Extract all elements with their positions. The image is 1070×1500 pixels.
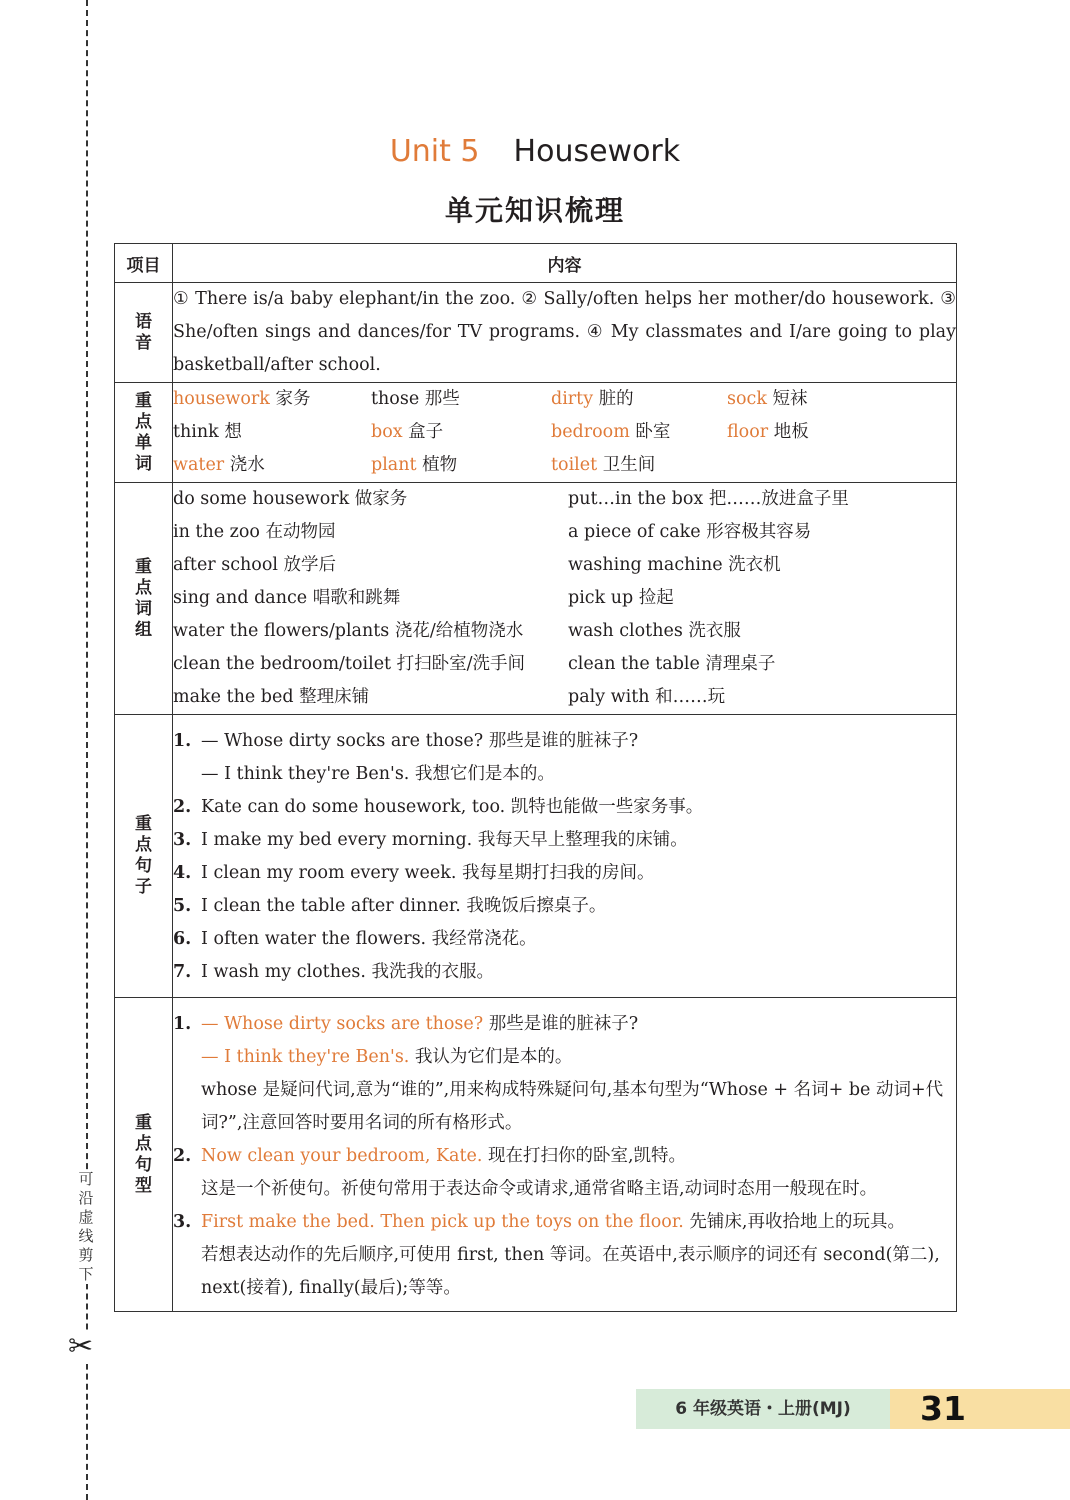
patterns-label: 重 点 句 型 — [135, 1112, 152, 1196]
phrase-item: wash clothes 洗衣服 — [568, 621, 741, 641]
pattern-item — [173, 1206, 956, 1305]
pattern-note: 若想表达动作的先后顺序,可使用 first, then 等词。在英语中,表示顺序的词还有 second(第二), next(接着), finally(最后);等等。 — [201, 1245, 940, 1298]
phrase-item: clean the bedroom/toilet 打扫卧室/洗手间 — [173, 654, 526, 674]
page-footer — [636, 1389, 1070, 1429]
sentence-item — [173, 923, 956, 956]
book-title: 6 年级英语・上册(MJ) — [675, 1399, 851, 1419]
word-en: plant — [371, 455, 417, 475]
sentence-text: I clean the table after dinner. 我晚饭后擦桌子。 — [201, 896, 607, 916]
sentence-item — [173, 824, 956, 857]
phrase-item: clean the table 清理桌子 — [568, 654, 776, 674]
word-item: floor 地板 — [727, 422, 809, 442]
patterns-list — [173, 1008, 956, 1305]
sentence-number: 2. — [173, 797, 192, 817]
word-item: plant 植物 — [371, 455, 458, 475]
pattern-number: 1. — [173, 1014, 192, 1034]
word-item: sock 短袜 — [727, 389, 808, 409]
sentences-row — [115, 715, 957, 998]
pattern-line: First make the bed. Then pick up the toys on the floor. 先铺床,再收拾地上的玩具。 — [201, 1212, 905, 1232]
pattern-en: — I think they're Ben's. — [201, 1047, 410, 1067]
phrases-row — [115, 483, 957, 715]
pattern-line: — Whose dirty socks are those? 那些是谁的脏袜子? — [201, 1014, 639, 1034]
knowledge-table — [114, 243, 957, 1312]
table-header-row — [115, 244, 957, 283]
word-en: box — [371, 422, 403, 442]
phrase-item: washing machine 洗衣机 — [568, 555, 781, 575]
sentence-item — [173, 725, 956, 791]
phrases-grid — [173, 483, 956, 714]
pattern-item — [173, 1140, 956, 1206]
sentence-text: I often water the flowers. 我经常浇花。 — [201, 929, 537, 949]
pattern-number: 2. — [173, 1146, 192, 1166]
phrase-item: in the zoo 在动物园 — [173, 522, 336, 542]
pattern-en: First make the bed. Then pick up the toys on the floor. — [201, 1212, 684, 1232]
words-row — [115, 383, 957, 483]
page-number: 31 — [920, 1389, 966, 1428]
word-item: toilet 卫生间 — [551, 455, 656, 475]
phrases-label: 重 点 词 组 — [135, 556, 152, 640]
pattern-body — [201, 1008, 956, 1140]
phrase-item: do some housework 做家务 — [173, 489, 408, 509]
word-en: toilet — [551, 455, 598, 475]
words-grid — [173, 383, 956, 482]
cut-instruction: 可沿虚线剪下 — [76, 1170, 96, 1284]
word-item: think 想 — [173, 422, 242, 442]
phrase-item: sing and dance 唱歌和跳舞 — [173, 588, 401, 608]
phrase-item: after school 放学后 — [173, 555, 337, 575]
pattern-body — [201, 1140, 877, 1206]
sentence-number: 1. — [173, 731, 192, 751]
word-item: housework 家务 — [173, 389, 311, 409]
sentence-item — [173, 956, 956, 989]
phrase-item: put…in the box 把……放进盒子里 — [568, 489, 849, 509]
word-item: those 那些 — [371, 389, 460, 409]
pattern-note: whose 是疑问代词,意为“谁的”,用来构成特殊疑问句,基本句型为“Whose + 名词+ be 动词+代词?”,注意回答时要用名词的所有格形式。 — [201, 1080, 944, 1133]
phrase-item: make the bed 整理床铺 — [173, 687, 370, 707]
sentence-number: 6. — [173, 929, 192, 949]
word-item: bedroom 卧室 — [551, 422, 671, 442]
phrase-item: paly with 和……玩 — [568, 687, 726, 707]
word-en: bedroom — [551, 422, 630, 442]
page-subtitle: 单元知识梳理 — [444, 194, 625, 227]
sentence-text: — Whose dirty socks are those? 那些是谁的脏袜子? — I think they're Ben's. 我想它们是本的。 — [201, 725, 638, 791]
pattern-line: — I think they're Ben's. 我认为它们是本的。 — [201, 1047, 573, 1067]
phrase-item: a piece of cake 形容极其容易 — [568, 522, 812, 542]
pronunciation-label: 语 音 — [135, 311, 152, 353]
words-label: 重 点 单 词 — [135, 390, 152, 474]
unit-number: Unit 5 — [389, 134, 480, 169]
sentence-item — [173, 791, 956, 824]
word-en: dirty — [551, 389, 594, 409]
scissors-icon: ✂ — [68, 1329, 94, 1364]
sentence-number: 7. — [173, 962, 192, 982]
patterns-row — [115, 998, 957, 1312]
sentence-number: 5. — [173, 896, 192, 916]
word-en: sock — [727, 389, 767, 409]
unit-topic: Housework — [513, 134, 681, 169]
pattern-number: 3. — [173, 1212, 192, 1232]
sentence-number: 3. — [173, 830, 192, 850]
word-item: dirty 脏的 — [551, 389, 634, 409]
header-content: 内容 — [173, 244, 957, 283]
pronunciation-row — [115, 283, 957, 383]
pattern-item — [173, 1008, 956, 1140]
pattern-body — [201, 1206, 956, 1305]
sentence-text: I make my bed every morning. 我每天早上整理我的床铺。 — [201, 830, 688, 850]
word-en: those — [371, 389, 420, 409]
sentence-item — [173, 857, 956, 890]
pattern-line: Now clean your bedroom, Kate. 现在打扫你的卧室,凯特。 — [201, 1146, 687, 1166]
sentence-text: Kate can do some housework, too. 凯特也能做一些家务事。 — [201, 797, 704, 817]
word-en: housework — [173, 389, 270, 409]
word-en: think — [173, 422, 219, 442]
word-en: floor — [727, 422, 769, 442]
sentences-list — [173, 725, 956, 989]
pattern-en: — Whose dirty socks are those? — [201, 1014, 484, 1034]
sentence-cont: — I think they're Ben's. 我想它们是本的。 — [201, 764, 555, 784]
phrase-item: pick up 捡起 — [568, 588, 674, 608]
pronunciation-text: ① There is/a baby elephant/in the zoo. ② Sally/often helps her mother/do housework. ③ She/often sings and dances/for TV programs. ④ My classmates and I/are going to play basketball/after school. — [173, 283, 957, 383]
pattern-en: Now clean your bedroom, Kate. — [201, 1146, 483, 1166]
word-item: water 浇水 — [173, 455, 265, 475]
sentence-item — [173, 890, 956, 923]
header-item: 项目 — [115, 244, 173, 283]
pattern-note: 这是一个祈使句。祈使句常用于表达命令或请求,通常省略主语,动词时态用一般现在时。 — [201, 1179, 878, 1199]
sentence-number: 4. — [173, 863, 192, 883]
word-en: water — [173, 455, 225, 475]
sentence-text: I wash my clothes. 我洗我的衣服。 — [201, 962, 494, 982]
phrase-item: water the flowers/plants 浇花/给植物浇水 — [173, 621, 524, 641]
sentences-label: 重 点 句 子 — [135, 814, 152, 897]
page-title — [0, 134, 1070, 169]
sentence-text: I clean my room every week. 我每星期打扫我的房间。 — [201, 863, 655, 883]
word-item: box 盒子 — [371, 422, 444, 442]
